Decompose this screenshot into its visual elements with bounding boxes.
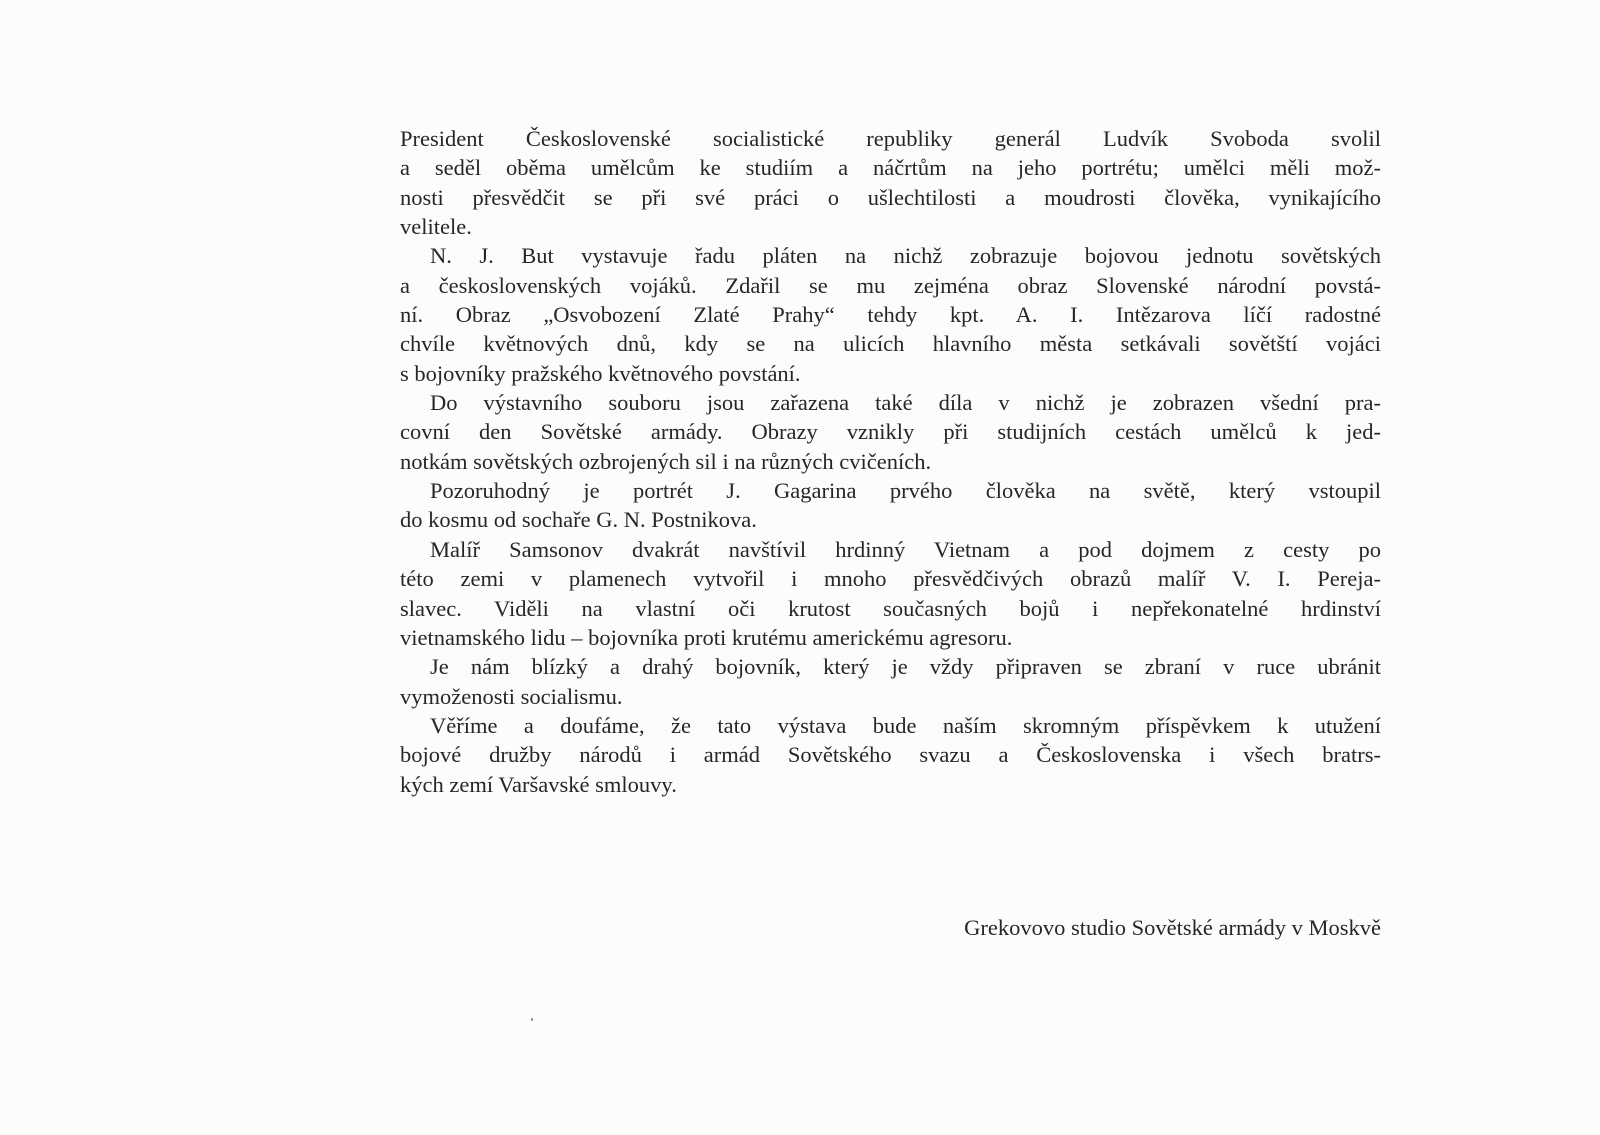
text-line: vymoženosti socialismu.	[400, 683, 623, 709]
text-line: nosti přesvědčit se při své práci o ušlechtilosti a moudrosti člověka, vynikajícího	[400, 184, 1381, 210]
text-line: bojové družby národů i armád Sovětského svazu a Československa i všech bratrs-	[400, 742, 1381, 768]
text-line: Do výstavního souboru jsou zařazena také díla v nichž je zobrazen všední pra-	[430, 390, 1381, 416]
body-text	[400, 124, 1381, 799]
text-line: do kosmu od sochaře G. N. Postnikova.	[400, 507, 757, 533]
text-line: a seděl oběma umělcům ke studiím a náčrtům na jeho portrétu; umělci měli mož-	[400, 155, 1381, 181]
signature: Grekovovo studio Sovětské armády v Moskvě	[964, 915, 1381, 940]
text-line: chvíle květnových dnů, kdy se na ulicích hlavního města setkávali sovětští vojáci	[400, 331, 1381, 357]
text-line: Pozoruhodný je portrét J. Gagarina prvého člověka na světě, který vstoupil	[430, 478, 1381, 504]
text-line: a československých vojáků. Zdařil se mu zejména obraz Slovenské národní povstá-	[400, 272, 1381, 298]
text-line: Věříme a doufáme, že tato výstava bude naším skromným příspěvkem k utužení	[430, 712, 1381, 738]
text-line: velitele.	[400, 214, 472, 240]
text-line: N. J. But vystavuje řadu pláten na nichž zobrazuje bojovou jednotu sovětských	[430, 243, 1381, 269]
text-line: ní. Obraz „Osvobození Zlaté Prahy“ tehdy kpt. A. I. Intězarova líčí radostné	[400, 302, 1381, 328]
text-line: slavec. Viděli na vlastní oči krutost současných bojů i nepřekonatelné hrdinství	[400, 595, 1381, 621]
paper-speck	[531, 1018, 533, 1021]
text-line: notkám sovětských ozbrojených sil i na různých cvičeních.	[400, 448, 932, 474]
text-line: vietnamského lidu – bojovníka proti krutému americkému agresoru.	[400, 624, 1013, 650]
text-line: kých zemí Varšavské smlouvy.	[400, 771, 677, 797]
text-line: této zemi v plamenech vytvořil i mnoho přesvědčivých obrazů malíř V. I. Pereja-	[400, 566, 1381, 592]
text-line: President Československé socialistické republiky generál Ludvík Svoboda svolil	[400, 126, 1381, 151]
text-line: covní den Sovětské armády. Obrazy vznikly při studijních cestách umělců k jed-	[400, 419, 1381, 445]
text-line: Malíř Samsonov dvakrát navštívil hrdinný Vietnam a pod dojmem z cesty po	[430, 536, 1381, 562]
text-line: Je nám blízký a drahý bojovník, který je vždy připraven se zbraní v ruce ubránit	[430, 654, 1381, 680]
text-line: s bojovníky pražského květnového povstání.	[400, 360, 801, 386]
